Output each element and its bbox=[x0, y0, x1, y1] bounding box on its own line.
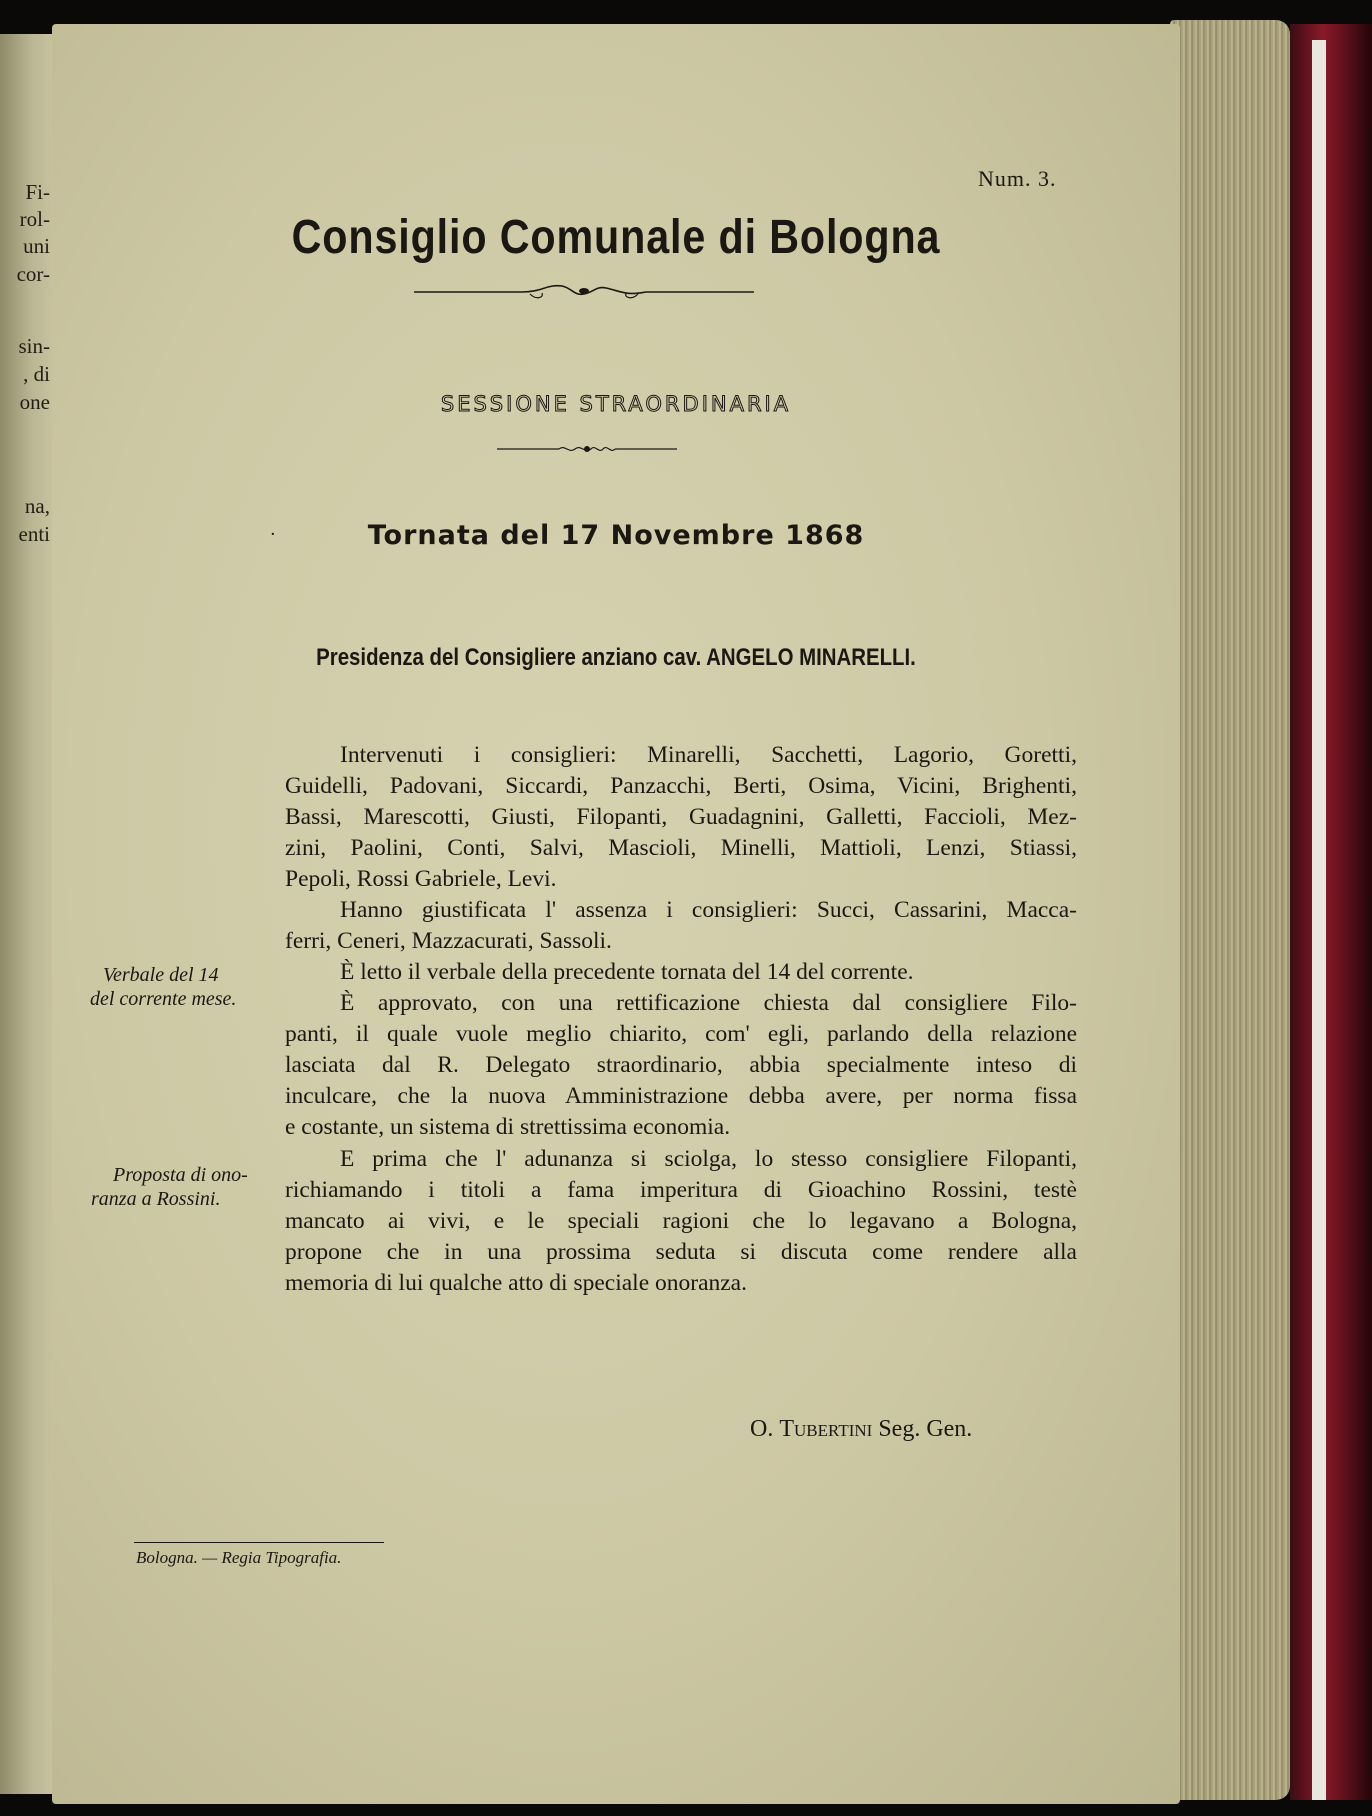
session-date: Tornata del 17 Novembre 1868 bbox=[367, 520, 865, 551]
body-line: panti, il quale vuole meglio chiarito, com' egli, parlando della relazione bbox=[285, 1021, 1077, 1047]
left-page-fragment: one bbox=[19, 390, 50, 414]
divider-ornament-icon bbox=[497, 442, 677, 456]
body-line: Intervenuti i consiglieri: Minarelli, Sacchetti, Lagorio, Goretti, bbox=[340, 742, 1077, 768]
left-page-fragment: , di bbox=[23, 362, 50, 386]
signature-role: Seg. Gen. bbox=[878, 1416, 973, 1442]
margin-note-verbale: del corrente mese. bbox=[90, 988, 237, 1010]
margin-note-verbale: Verbale del 14 bbox=[103, 964, 219, 986]
body-line: e costante, un sistema di strettissima economia. bbox=[285, 1114, 731, 1140]
signature-initial: O. bbox=[750, 1416, 774, 1442]
body-line: È approvato, con una rettificazione chiesta dal consigliere Filo- bbox=[340, 990, 1077, 1016]
document-page bbox=[52, 24, 1180, 1804]
body-line: lasciata dal R. Delegato straordinario, abbia specialmente inteso di bbox=[285, 1052, 1077, 1078]
margin-note-proposta: ranza a Rossini. bbox=[91, 1188, 221, 1210]
body-line: Guidelli, Padovani, Siccardi, Panzacchi, Berti, Osima, Vicini, Brighenti, bbox=[285, 773, 1077, 799]
flourish-ornament-icon bbox=[412, 282, 756, 302]
body-line: E prima che l' adunanza si sciolga, lo stesso consigliere Filopanti, bbox=[340, 1146, 1077, 1172]
body-line: mancato ai vivi, e le speciali ragioni che lo legavano a Bologna, bbox=[285, 1208, 1077, 1234]
issue-number: Num. 3. bbox=[978, 166, 1057, 191]
page-edges bbox=[1170, 20, 1290, 1800]
previous-page-edge bbox=[0, 34, 58, 1794]
left-page-fragment: sin- bbox=[18, 334, 50, 358]
page-title: Consiglio Comunale di Bologna bbox=[291, 211, 941, 264]
left-page-fragment: uni bbox=[23, 234, 50, 258]
margin-note-proposta: Proposta di ono- bbox=[113, 1164, 248, 1186]
body-line: zini, Paolini, Conti, Salvi, Mascioli, Minelli, Mattioli, Lenzi, Stiassi, bbox=[285, 835, 1077, 861]
stray-mark: · bbox=[270, 524, 276, 545]
body-line: ferri, Ceneri, Mazzacurati, Sassoli. bbox=[285, 928, 612, 954]
book-cover bbox=[1290, 24, 1372, 1800]
body-line: inculcare, che la nuova Amministrazione debba avere, per norma fissa bbox=[285, 1083, 1077, 1109]
signature-name: Tubertini bbox=[779, 1416, 873, 1442]
left-page-fragment: enti bbox=[18, 522, 50, 546]
presidency-line: Presidenza del Consigliere anziano cav. ANGELO MINARELLI. bbox=[316, 644, 916, 671]
session-label: SESSIONE STRAORDINARIA bbox=[440, 392, 792, 416]
left-page-fragment: rol- bbox=[19, 207, 50, 231]
body-line: È letto il verbale della precedente tornata del 14 del corrente. bbox=[340, 959, 914, 985]
body-line: Hanno giustificata l' assenza i consiglieri: Succi, Cassarini, Macca- bbox=[340, 897, 1077, 923]
footer-rule bbox=[134, 1542, 384, 1543]
signature bbox=[750, 1416, 972, 1443]
left-page-fragment: cor- bbox=[16, 262, 50, 286]
body-line: richiamando i titoli a fama imperitura di Gioachino Rossini, testè bbox=[285, 1177, 1077, 1203]
body-line: Bassi, Marescotti, Giusti, Filopanti, Guadagnini, Galletti, Faccioli, Mez- bbox=[285, 804, 1077, 830]
cover-board bbox=[1312, 40, 1326, 1800]
body-line: propone che in una prossima seduta si discuta come rendere alla bbox=[285, 1239, 1077, 1265]
left-page-fragment: na, bbox=[24, 494, 50, 518]
left-page-fragment: Fi- bbox=[25, 180, 50, 204]
body-line: Pepoli, Rossi Gabriele, Levi. bbox=[285, 866, 557, 892]
printer-imprint: Bologna. — Regia Tipografia. bbox=[136, 1548, 342, 1567]
body-line: memoria di lui qualche atto di speciale onoranza. bbox=[285, 1270, 747, 1296]
